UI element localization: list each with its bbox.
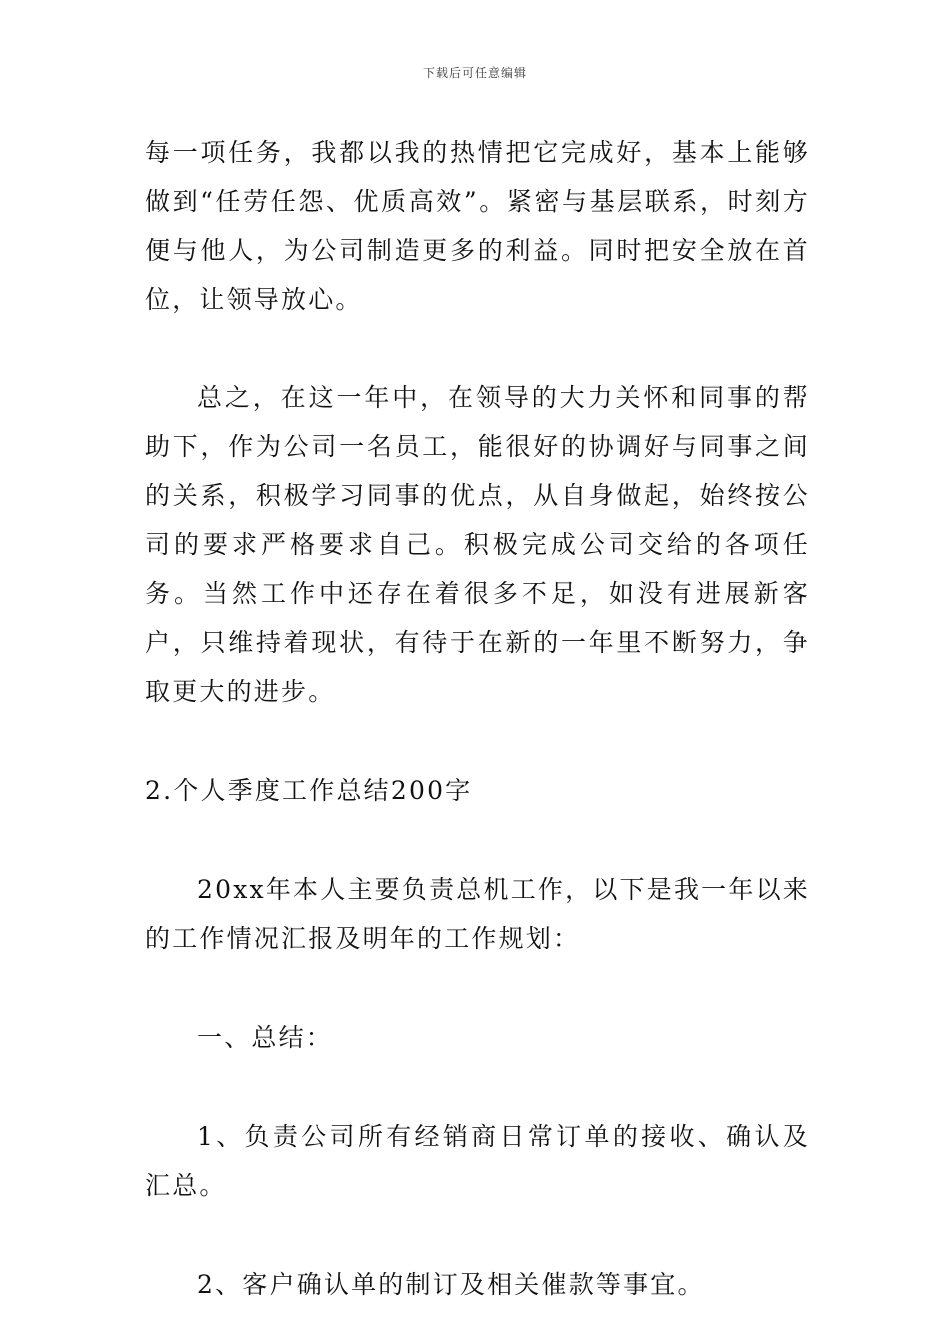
list-item-2: 2、客户确认单的制订及相关催款等事宜。 [197,1270,705,1299]
paragraph-3: 20xx年本人主要负责总机工作，以下是我一年以来的工作情况汇报及明年的工作规划： [145,875,810,953]
paragraph-1: 每一项任务，我都以我的热情把它完成好，基本上能够做到“任劳任怨、优质高效”。紧密与基层联系，时刻方便与他人，为公司制造更多的利益。同时把安全放在首位，让领导放心。 [145,138,810,314]
document-body [145,128,810,1309]
section-heading: 2.个人季度工作总结200字 [145,776,473,805]
list-item-1: 1、负责公司所有经销商日常订单的接收、确认及汇总。 [145,1122,810,1200]
summary-heading: 一、总结： [197,1023,334,1052]
page-header: 下载后可任意编辑 [422,66,527,80]
paragraph-2: 总之，在这一年中，在领导的大力关怀和同事的帮助下，作为公司一名员工，能很好的协调好与同事之间的关系，积极学习同事的优点，从自身做起，始终按公司的要求严格要求自己。积极完成公司交给的各项任务。当然工作中还存在着很多不足，如没有进展新客户，只维持着现状，有待于在新的一年里不断努力，争取更大的进步。 [145,383,810,706]
